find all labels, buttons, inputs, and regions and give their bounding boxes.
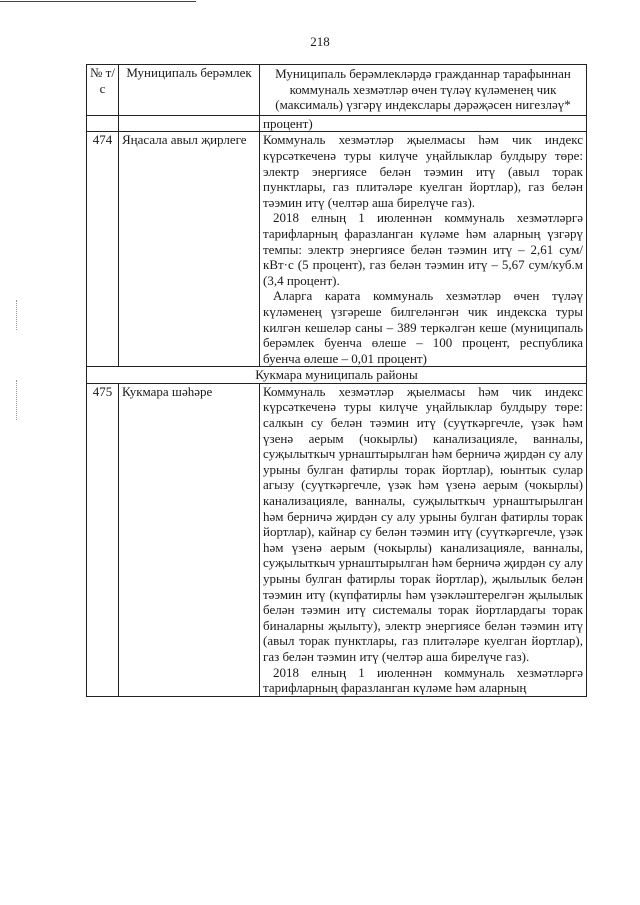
table-header-row xyxy=(87,65,587,116)
cell-empty xyxy=(87,115,119,132)
margin-mark xyxy=(16,300,17,330)
row-paragraph: 2018 елның 1 июленнән коммуналь хезмәтләргә тарифларның фаразланган күләме һәм аларның xyxy=(263,664,583,696)
cell-empty xyxy=(119,115,260,132)
row-paragraph: Коммуналь хезмәтләр җыелмасы һәм чик индекс күрсәткеченә туры килүче уңайлыклар булдыру төре: салкын су белән тәэмин итү (суүткәргечле, үзәк һәм үзенә аерым (чокырлы) канализацияле, ванналы, суҗылыткыч урнаштырылган һәм берничә җирдән су алу урыны булган фатирлы торак йортлар), юынтык сулар агызу (суүткәргечле, үзәк һәм үзенә аерым (чокырлы) канализацияле, ванналы, суҗылыткыч урнаштырылган һәм берничә җирдән су алу урыны булган фатирлы торак йортлар), кайнар су белән тәэмин итү (суүткәргечле, үзәк һәм үзенә аерым (чокырлы) канализацияле, ванналы, суҗылыткыч урнаштырылган һәм берничә җирдән су алу урыны булган фатирлы торак йортлар), җылылык белән тәэмин итү (күпфатирлы һәм үзәкләштерелгән җылылык белән тәэмин итү системалы торак йортлардагы торак биналарны җылыту), электр энергиясе белән тәэмин итү (авыл торак пунктлары, газ плитәләре куелган йортлар), газ белән тәэмин итү (челтәр аша бирелүче газ). xyxy=(263,383,583,664)
index-table xyxy=(86,64,587,697)
row-paragraph: 2018 елның 1 июленнән коммуналь хезмәтләргә тарифларның фаразланган күләме һәм аларның үзгәрү темпы: электр энергиясе белән тәэмин итү – 2,61 сум/кВт·с (5 процент), газ белән тәэмин итү – 5,67 сум/куб.м (3,4 процент). xyxy=(263,210,583,288)
header-number: № т/с xyxy=(87,65,119,116)
page-number: 218 xyxy=(310,34,330,49)
row-municipality: Яңасала авыл җирлеге xyxy=(119,132,260,367)
section-row xyxy=(87,367,587,384)
top-rule xyxy=(0,1,196,2)
row-description xyxy=(260,383,587,696)
table-row xyxy=(87,383,587,696)
header-index: Муниципаль берәмлекләрдә гражданнар тарафыннан коммуналь хезмәтләр өчен түләү күләменең чик (максималь) үзгәрү индекслары дәрәҗәсен нигезләү* xyxy=(260,65,587,116)
row-number: 475 xyxy=(87,383,119,696)
row-paragraph: Аларга карата коммуналь хезмәтләр өчен түләү күләменең үзгәреше билгеләнгән чик индекска туры килгән кешеләр саны – 389 теркәлгән кеше (муниципаль берәмлек буенча өлеше – 100 процент, республика буенча өлеше – 0,01 процент) xyxy=(263,288,583,366)
row-paragraph: Коммуналь хезмәтләр җыелмасы һәм чик индекс күрсәткеченә туры килүче уңайлыклар булдыру төре: электр энергиясе белән тәэмин итү (авыл торак пунктлары, газ плитәләре куелган йортлар), газ белән тәэмин итү (челтәр аша бирелүче газ). xyxy=(263,132,583,210)
header-municipality: Муниципаль берәмлек xyxy=(119,65,260,116)
section-title: Кукмара муниципаль районы xyxy=(87,367,587,384)
row-municipality: Кукмара шәһәре xyxy=(119,383,260,696)
table-row xyxy=(87,132,587,367)
margin-mark xyxy=(16,380,17,420)
row-description xyxy=(260,132,587,367)
row-number: 474 xyxy=(87,132,119,367)
continuation-text: процент) xyxy=(260,115,587,132)
continuation-row xyxy=(87,115,587,132)
